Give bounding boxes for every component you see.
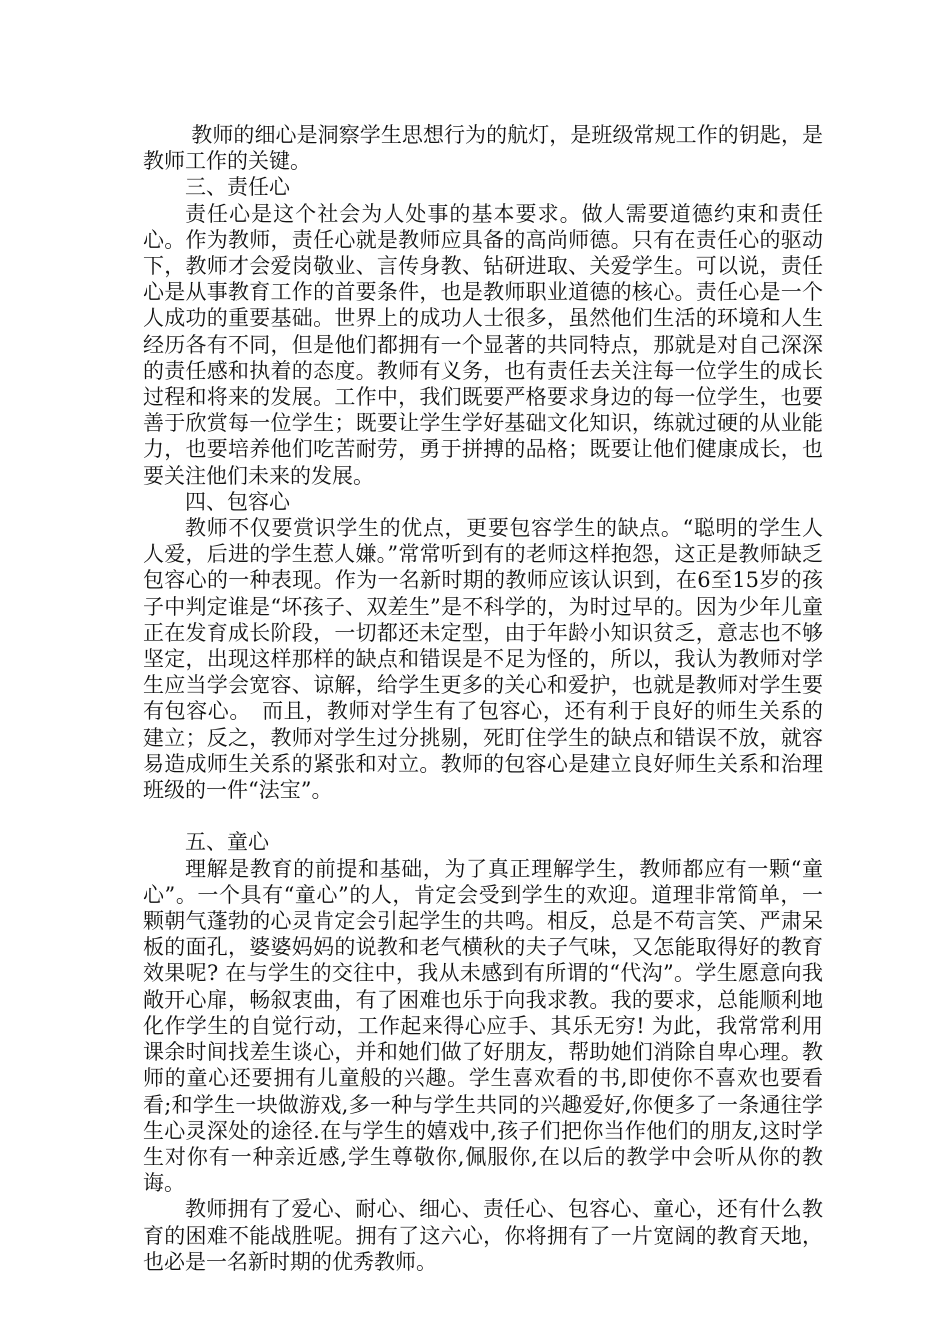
heading-responsibility: 三、责任心 xyxy=(185,175,290,200)
paragraph-conclusion: 教师拥有了爱心、耐心、细心、责任心、包容心、童心，还有什么教育的困难不能战胜呢。拥有了这六心，你将拥有了一片宽阔的教育天地，也必是一名新时期的优秀教师。 xyxy=(143,1197,823,1274)
paragraph-childlike-heart: 理解是教育的前提和基础，为了真正理解学生，教师都应有一颗“童心”。一个具有“童心”的人，肯定会受到学生的欢迎。道理非常简单，一颗朝气蓬勃的心灵肯定会引起学生的共鸣。相反，总是不苟言笑、严肃呆板的面孔，婆婆妈妈的说教和老气横秋的夫子气味，又怎能取得好的教育效果呢? 在与学生的交往中，我从未感到有所谓的“代沟”。学生愿意向我敞开心扉，畅叙衷曲，有了困难也乐于向我求教。我的要求，总能顺利地化作学生的自觉行动，工作起来得心应手、其乐无穷! 为此，我常常利用课余时间找差生谈心，并和她们做了好朋友，帮助她们消除自卑心理。教师的童心还要拥有儿童般的兴趣。学生喜欢看的书,即使你不喜欢也要看看;和学生一块做游戏,多一种与学生共同的兴趣爱好,你便多了一条通往学生心灵深处的途径.在与学生的嬉戏中,孩子们把你当作他们的朋友,这时学生对你有一种亲近感,学生尊敬你,佩服你,在以后的教学中会听从你的教诲。 xyxy=(143,856,823,1196)
heading-tolerance: 四、包容心 xyxy=(185,489,290,514)
document-body xyxy=(143,122,823,1275)
paragraph-tolerance: 教师不仅要赏识学生的优点，更要包容学生的缺点。“聪明的学生人人爱，后进的学生惹人嫌。”常常听到有的老师这样抱怨，这正是教师缺乏包容心的一种表现。作为一名新时期的教师应该认识到，在6至15岁的孩子中判定谁是“坏孩子、双差生”是不科学的，为时过早的。因为少年儿童正在发育成长阶段，一切都还未定型，由于年龄小知识贫乏，意志也不够坚定，出现这样那样的缺点和错误是不足为怪的，所以，我认为教师对学生应当学会宽容、谅解，给学生更多的关心和爱护，也就是教师对学生要有包容心。 而且，教师对学生有了包容心，还有利于良好的师生关系的建立；反之，教师对学生过分挑剔，死盯住学生的缺点和错误不放，就容易造成师生关系的紧张和对立。教师的包容心是建立良好师生关系和治理班级的一件“法宝”。 xyxy=(143,516,823,803)
paragraph-carefulness-conclusion: 教师的细心是洞察学生思想行为的航灯，是班级常规工作的钥匙，是教师工作的关键。 xyxy=(143,123,823,174)
paragraph-responsibility: 责任心是这个社会为人处事的基本要求。做人需要道德约束和责任心。作为教师，责任心就是教师应具备的高尚师德。只有在责任心的驱动下，教师才会爱岗敬业、言传身教、钻研进取、关爱学生。可以说，责任心是从事教育工作的首要条件，也是教师职业道德的核心。责任心是一个人成功的重要基础。世界上的成功人士很多，虽然他们生活的环境和人生经历各有不同，但是他们都拥有一个显著的共同特点，那就是对自己深深的责任感和执着的态度。教师有义务，也有责任去关注每一位学生的成长过程和将来的发展。工作中，我们既要严格要求身边的每一位学生，也要善于欣赏每一位学生；既要让学生学好基础文化知识，练就过硬的从业能力，也要培养他们吃苦耐劳，勇于拼搏的品格；既要让他们健康成长，也要关注他们未来的发展。 xyxy=(143,201,823,488)
heading-childlike-heart: 五、童心 xyxy=(185,830,269,855)
blank-line xyxy=(143,803,823,829)
